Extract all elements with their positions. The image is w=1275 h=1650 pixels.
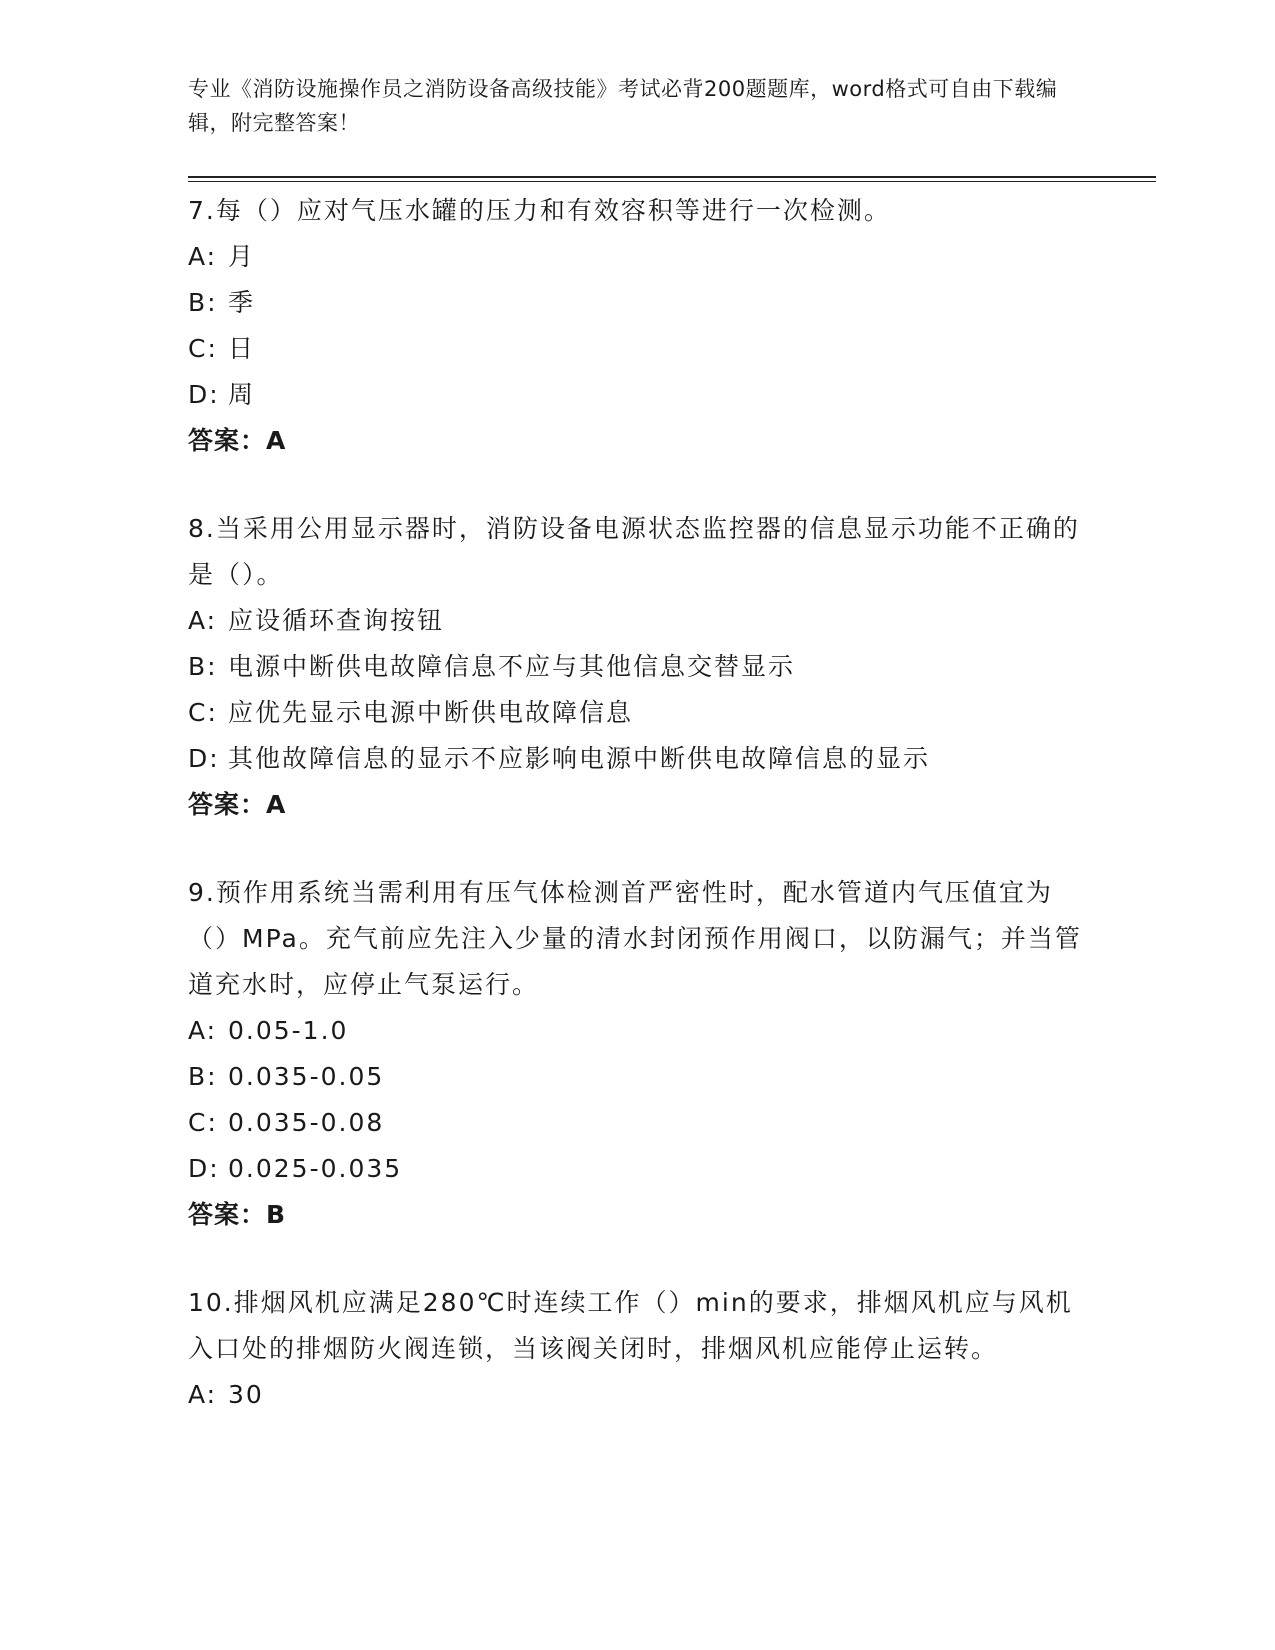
- header-rule-thin: [188, 181, 1156, 182]
- option-d: [188, 1146, 1088, 1192]
- option-c: [188, 326, 1088, 372]
- option-text: 0.035-0.05: [228, 1062, 385, 1091]
- question-8: [188, 506, 1088, 828]
- question-9: [188, 870, 1088, 1238]
- option-key: A:: [188, 1016, 218, 1045]
- option-key: A:: [188, 242, 218, 271]
- option-key: B:: [188, 652, 218, 681]
- option-key: C:: [188, 334, 218, 363]
- option-a: [188, 1008, 1088, 1054]
- option-a: [188, 1372, 1088, 1418]
- option-text: 0.05-1.0: [228, 1016, 349, 1045]
- option-key: A:: [188, 606, 218, 635]
- option-key: D:: [188, 1154, 220, 1183]
- option-text: 周: [228, 380, 256, 409]
- option-text: 日: [228, 334, 256, 363]
- option-c: [188, 1100, 1088, 1146]
- question-7: [188, 188, 1088, 464]
- option-key: A:: [188, 1380, 218, 1409]
- question-stem: 10.排烟风机应满足280℃时连续工作（）min的要求，排烟风机应与风机入口处的排烟防火阀连锁，当该阀关闭时，排烟风机应能停止运转。: [188, 1288, 1073, 1363]
- answer: 答案：A: [188, 790, 287, 819]
- question-stem: 8.当采用公用显示器时，消防设备电源状态监控器的信息显示功能不正确的是（）。: [188, 514, 1080, 589]
- option-text: 30: [228, 1380, 264, 1409]
- option-text: 应设循环查询按钮: [228, 606, 445, 635]
- option-text: 季: [228, 288, 256, 317]
- document-header: 专业《消防设施操作员之消防设备高级技能》考试必背200题题库，word格式可自由下载编辑，附完整答案！: [188, 77, 1058, 135]
- option-text: 0.035-0.08: [228, 1108, 385, 1137]
- answer: 答案：A: [188, 426, 287, 455]
- option-text: 其他故障信息的显示不应影响电源中断供电故障信息的显示: [228, 744, 931, 773]
- option-a: [188, 234, 1088, 280]
- answer: 答案：B: [188, 1200, 287, 1229]
- question-10: [188, 1280, 1088, 1418]
- option-key: C:: [188, 1108, 218, 1137]
- option-b: [188, 644, 1088, 690]
- option-text: 电源中断供电故障信息不应与其他信息交替显示: [228, 652, 796, 681]
- option-b: [188, 1054, 1088, 1100]
- header-rule-thick: [188, 176, 1156, 178]
- question-stem: 7.每（）应对气压水罐的压力和有效容积等进行一次检测。: [188, 196, 891, 225]
- question-stem: 9.预作用系统当需利用有压气体检测首严密性时，配水管道内气压值宜为（）MPa。充气前应先注入少量的清水封闭预作用阀口，以防漏气；并当管道充水时，应停止气泵运行。: [188, 878, 1082, 999]
- question-list: [188, 188, 1088, 1460]
- option-key: D:: [188, 380, 220, 409]
- option-d: [188, 372, 1088, 418]
- option-key: C:: [188, 698, 218, 727]
- option-text: 应优先显示电源中断供电故障信息: [228, 698, 634, 727]
- option-c: [188, 690, 1088, 736]
- option-d: [188, 736, 1088, 782]
- option-b: [188, 280, 1088, 326]
- option-key: D:: [188, 744, 220, 773]
- option-text: 月: [228, 242, 256, 271]
- option-text: 0.025-0.035: [228, 1154, 403, 1183]
- option-a: [188, 598, 1088, 644]
- option-key: B:: [188, 288, 218, 317]
- option-key: B:: [188, 1062, 218, 1091]
